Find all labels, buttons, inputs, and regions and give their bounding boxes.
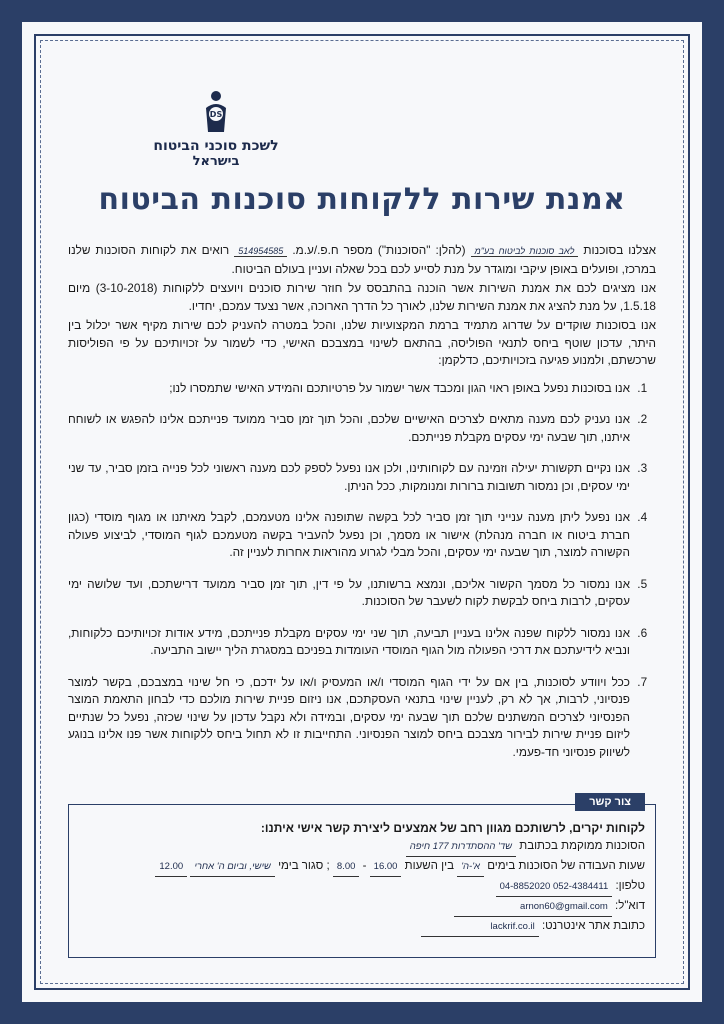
document-page xyxy=(22,22,702,1002)
list-item: 4. אנו נפעל ליתן מענה ענייני תוך זמן סביר לכל בקשה שתופנה אלינו מטעמכם, לקבל מאיתנו או מגוף מוסדי (כגון חברת ביטוח או חברה מנהלת) אישור או מסמך, וכן נפעל להעביר בקשה מטעמכם לגוף המוסדי, לביצוע פעולה הקשורה למוצר, תוך שבעה ימי עסקים, והכל מבלי לגרוע מהוראות אחרות לעניין זה. xyxy=(68,509,634,562)
intro-text-c: רואים את לקוחות הסוכנות שלנו במרכז, ופועלים באופן עיקבי ומוגדר על מנת לסייע לכם בכל שאלה ועניין בעולם הביטוח. xyxy=(68,243,656,276)
intro-text-a: אצלנו בסוכנות xyxy=(583,243,657,257)
website-row xyxy=(79,917,645,937)
charter-body xyxy=(68,242,656,775)
hours-label: שעות העבודה של הסוכנות בימים xyxy=(487,860,645,872)
logo-emblem-icon xyxy=(202,88,230,136)
email-label: דוא"ל: xyxy=(615,900,645,912)
commitments-list xyxy=(68,380,656,762)
agency-name-field: לאב סוכנות לביטוח בע"מ xyxy=(471,246,579,257)
contact-tab-label: צור קשר xyxy=(575,793,645,811)
list-item: 5. אנו נמסור כל מסמך הקשור אליכם, ונמצא ברשותנו, על פי דין, תוך זמן סביר ממועד דרישתכם, ועד שלושה ימי עסקים, לרבות ביחס לבקשת לקוח לשעבר של הסוכנות. xyxy=(68,576,634,611)
contact-details xyxy=(79,819,645,937)
work-days-field: א'-ה' xyxy=(457,858,484,877)
address-field: שד' ההסתדרות 177 חיפה xyxy=(406,838,516,857)
closed-label: ; סגור בימי xyxy=(278,860,330,872)
list-item: 6. אנו נמסור ללקוח שפנה אלינו בעניין תביעה, תוך שני ימי עסקים מקבלת פנייתכם, מידע אודות זכויותיכם כלקוחות, ונביא לידיעתכם את דרכי הפעולה מול הגוף המוסדי העומדות בפניכם במסגרת הליך יישוב התביעה. xyxy=(68,625,634,660)
list-item: 3. אנו נקיים תקשורת יעילה וזמינה עם לקוחותינו, ולכן אנו נפעל לספק לכם מענה ראשוני לכל פנייה בזמן סביר, עד שני ימי עסקים, וכן נמסור תשובות ברורות ומנומקות, ככל הניתן. xyxy=(68,460,634,495)
hours-from-field: 8.00 xyxy=(333,858,360,877)
hours-between-label: בין השעות xyxy=(404,860,454,872)
website-link[interactable]: lackrif.co.il xyxy=(421,918,539,937)
logo-line-2: בישראל xyxy=(192,154,240,169)
email-field[interactable]: arnon60@gmail.com xyxy=(454,898,612,917)
intro-paragraph-2: אנו מציגים לכם את אמנת השירות אשר הוכנה בהתבסס על חוזר שירות סוכנים ויועצים ללקוחות (3-10-2018) מיום 1.5.18, על מנת להציג את אמנת השירות שלנו, לאורך כל הדרך הארוכה, אשר נצעד עמכם, יחדיו. xyxy=(68,281,656,313)
hours-to-field: 16.00 xyxy=(370,858,402,877)
closed-after-field: 12.00 xyxy=(155,858,187,877)
phone-field[interactable]: 052-4384411 04-8852020 xyxy=(496,878,613,897)
phone-row xyxy=(79,877,645,897)
hours-row: שעות העבודה של הסוכנות בימים א'-ה' בין השעות 16.00 - 8.00 ; סגור בימי שישי, וביום ה' אחרי 12.00 xyxy=(79,857,645,877)
phone-label: טלפון: xyxy=(615,880,645,892)
address-label: הסוכנות ממוקמת בכתובת xyxy=(519,840,645,852)
list-item: 7. ככל ויוודע לסוכנות, בין אם על ידי הגוף המוסדי ו/או המעסיק ו/או על ידכם, כי חל שינוי במצבכם, בקשר למוצר פנסיוני, לרבות, אך לא רק, לעניין שינוי בתנאי העסקתכם, אנו ניזום פניית שירות מולכם כדי לבחון התאמת המוצר הפנסיוני לצרכים המשתנים שלכם תוך שבעה ימי עסקים, ובמידה ולא נקבל עדכון על שינוי שכזה, נפעל כל שנתיים ליזום פניית שירות לבירור מצבכם ביחס למוצר הפנסיוני. התחייבות זו לא תחול ביחס ללקוחות אשר פנו אלינו בנוגע לשיווק פנסיוני חד-פעמי. xyxy=(68,674,634,762)
email-row xyxy=(79,897,645,917)
contact-box xyxy=(68,796,656,958)
intro-text-b: (להלן: "הסוכנות") מספר ח.פ./ע.מ. xyxy=(292,243,466,257)
address-row xyxy=(79,837,645,857)
list-item: 2. אנו נעניק לכם מענה מתאים לצרכים האישיים שלכם, והכל תוך זמן סביר ממועד פנייתכם אלינו להפגש או לשוחח איתנו, תוך שבעה ימי עסקים מקבלת פנייתכם. xyxy=(68,411,634,446)
association-logo xyxy=(136,88,296,169)
intro-paragraph-3: אנו בסוכנות שוקדים על שדרוג מתמיד ברמת המקצועיות שלנו, והכל במטרה להעניק לכם שירות מקיף אשר יכלול בין היתר, עדכון שוטף ביחס לתנאי הפוליסה, בהתאם לשינוי במצבכם האישי, כדי לשמור על זכויותיכם על פי הפוליסות שרכשתם, ולמנוע פגיעה בזכויותיכם, כדלקמן: xyxy=(68,318,656,367)
intro-paragraph-1 xyxy=(68,242,656,278)
page-title: אמנת שירות ללקוחות סוכנות הביטוח xyxy=(98,182,626,217)
agency-number-field: 514954585 xyxy=(234,246,287,257)
logo-line-1: לשכת סוכני הביטוח xyxy=(153,138,279,154)
closed-days-field: שישי, וביום ה' אחרי xyxy=(190,858,275,877)
website-label: כתובת אתר אינטרנט: xyxy=(541,920,645,932)
list-item: 1. אנו בסוכנות נפעל באופן ראוי הגון ומכבד אשר ישמור על פרטיותכם והמידע האישי שתמסרו לנו; xyxy=(68,380,634,398)
contact-heading: לקוחות יקרים, לרשותכם מגוון רחב של אמצעים ליצירת קשר אישי איתנו: xyxy=(260,821,645,835)
svg-text:DS: DS xyxy=(209,110,223,119)
